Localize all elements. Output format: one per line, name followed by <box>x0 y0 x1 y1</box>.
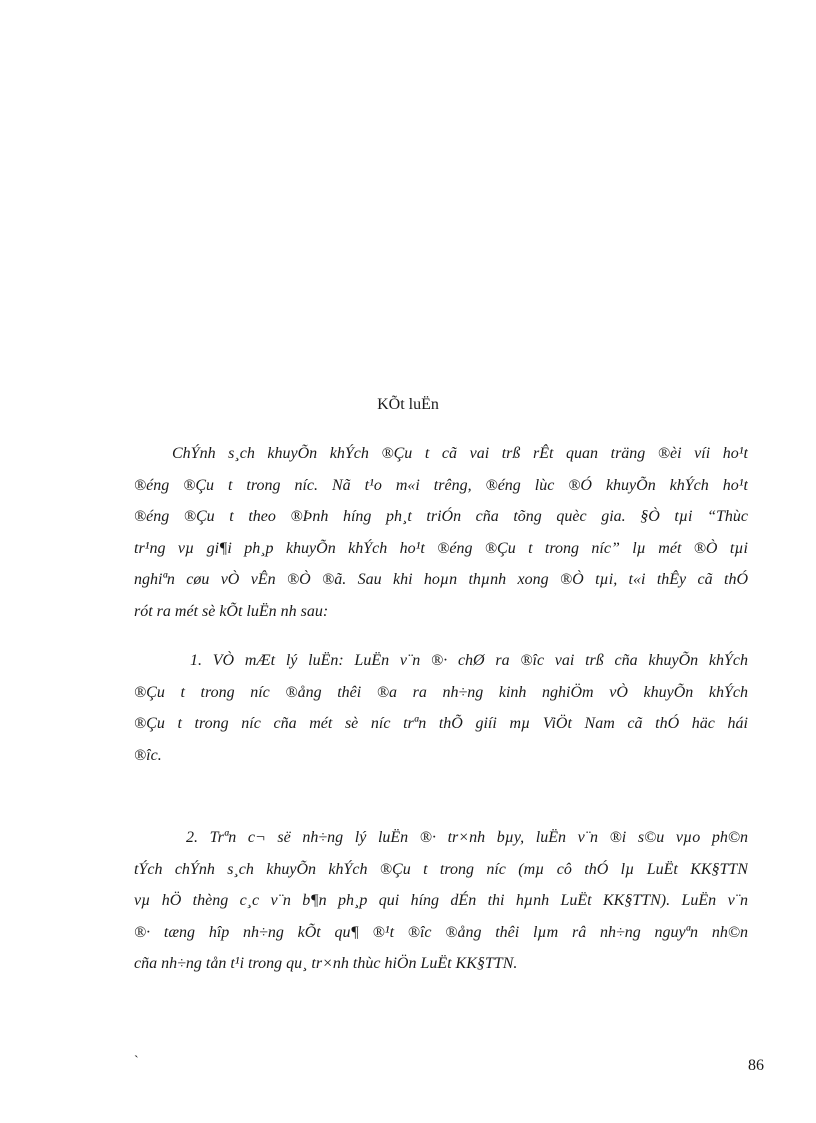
text-line: ChÝnh s¸ch khuyÕn khÝch ®Çu t cã vai trß rÊt quan träng ®èi víi ho¹t <box>172 445 748 462</box>
text-line: 1. VÒ mÆt lý luËn: LuËn v¨n ®· chØ ra ®îc vai trß cña khuyÕn khÝch <box>190 652 748 669</box>
paragraph-theory <box>134 645 748 771</box>
text-line: ®Çu t trong níc ®ång thêi ®a ra nh÷ng kinh nghiÖm vÒ khuyÕn khÝch <box>134 683 748 701</box>
text-line: tr¹ng vµ gi¶i ph¸p khuyÕn khÝch ho¹t ®éng ®Çu t trong níc” lµ mét ®Ò tµi <box>134 539 748 557</box>
text-line: ®éng ®Çu t trong níc. Nã t¹o m«i trêng, ®éng lùc ®Ó khuyÕn khÝch ho¹t <box>134 476 748 494</box>
text-line: tÝch chÝnh s¸ch khuyÕn khÝch ®Çu t trong níc (mµ cô thÓ lµ LuËt KK§TTN <box>134 860 748 878</box>
footer-mark: ` <box>134 1054 139 1069</box>
text-line: ®éng ®Çu t theo ®Þnh híng ph¸t triÓn cña tõng quèc gia. §Ò tµi “Thùc <box>134 508 748 525</box>
text-line: 2. Trªn c¬ së nh÷ng lý luËn ®· tr×nh bµy, luËn v¨n ®i s©u vµo ph©n <box>186 829 748 846</box>
text-line: cña nh÷ng tån t¹i trong qu¸ tr×nh thùc hiÖn LuËt KK§TTN. <box>134 955 518 972</box>
text-line: rót ra mét sè kÕt luËn nh sau: <box>134 602 329 620</box>
section-heading: KÕt luËn <box>377 396 439 413</box>
text-line: ®· tæng hîp nh÷ng kÕt qu¶ ®¹t ®îc ®ång thêi lµm râ nh÷ng nguyªn nh©n <box>134 923 748 941</box>
paragraph-intro <box>134 438 748 627</box>
paragraph-analysis <box>134 822 748 980</box>
page-number: 86 <box>748 1057 764 1074</box>
text-line: ®Çu t trong níc cña mét sè níc trªn thÕ giíi mµ ViÖt Nam cã thÓ häc hái <box>134 715 748 732</box>
text-line: ®îc. <box>134 746 162 764</box>
text-line: vµ hÖ thèng c¸c v¨n b¶n ph¸p qui híng dÉn thi hµnh LuËt KK§TTN). LuËn v¨n <box>134 892 748 909</box>
text-line: nghiªn cøu vÒ vÊn ®Ò ®ã. Sau khi hoµn thµnh xong ®Ò tµi, t«i thÊy cã thÓ <box>134 571 748 588</box>
